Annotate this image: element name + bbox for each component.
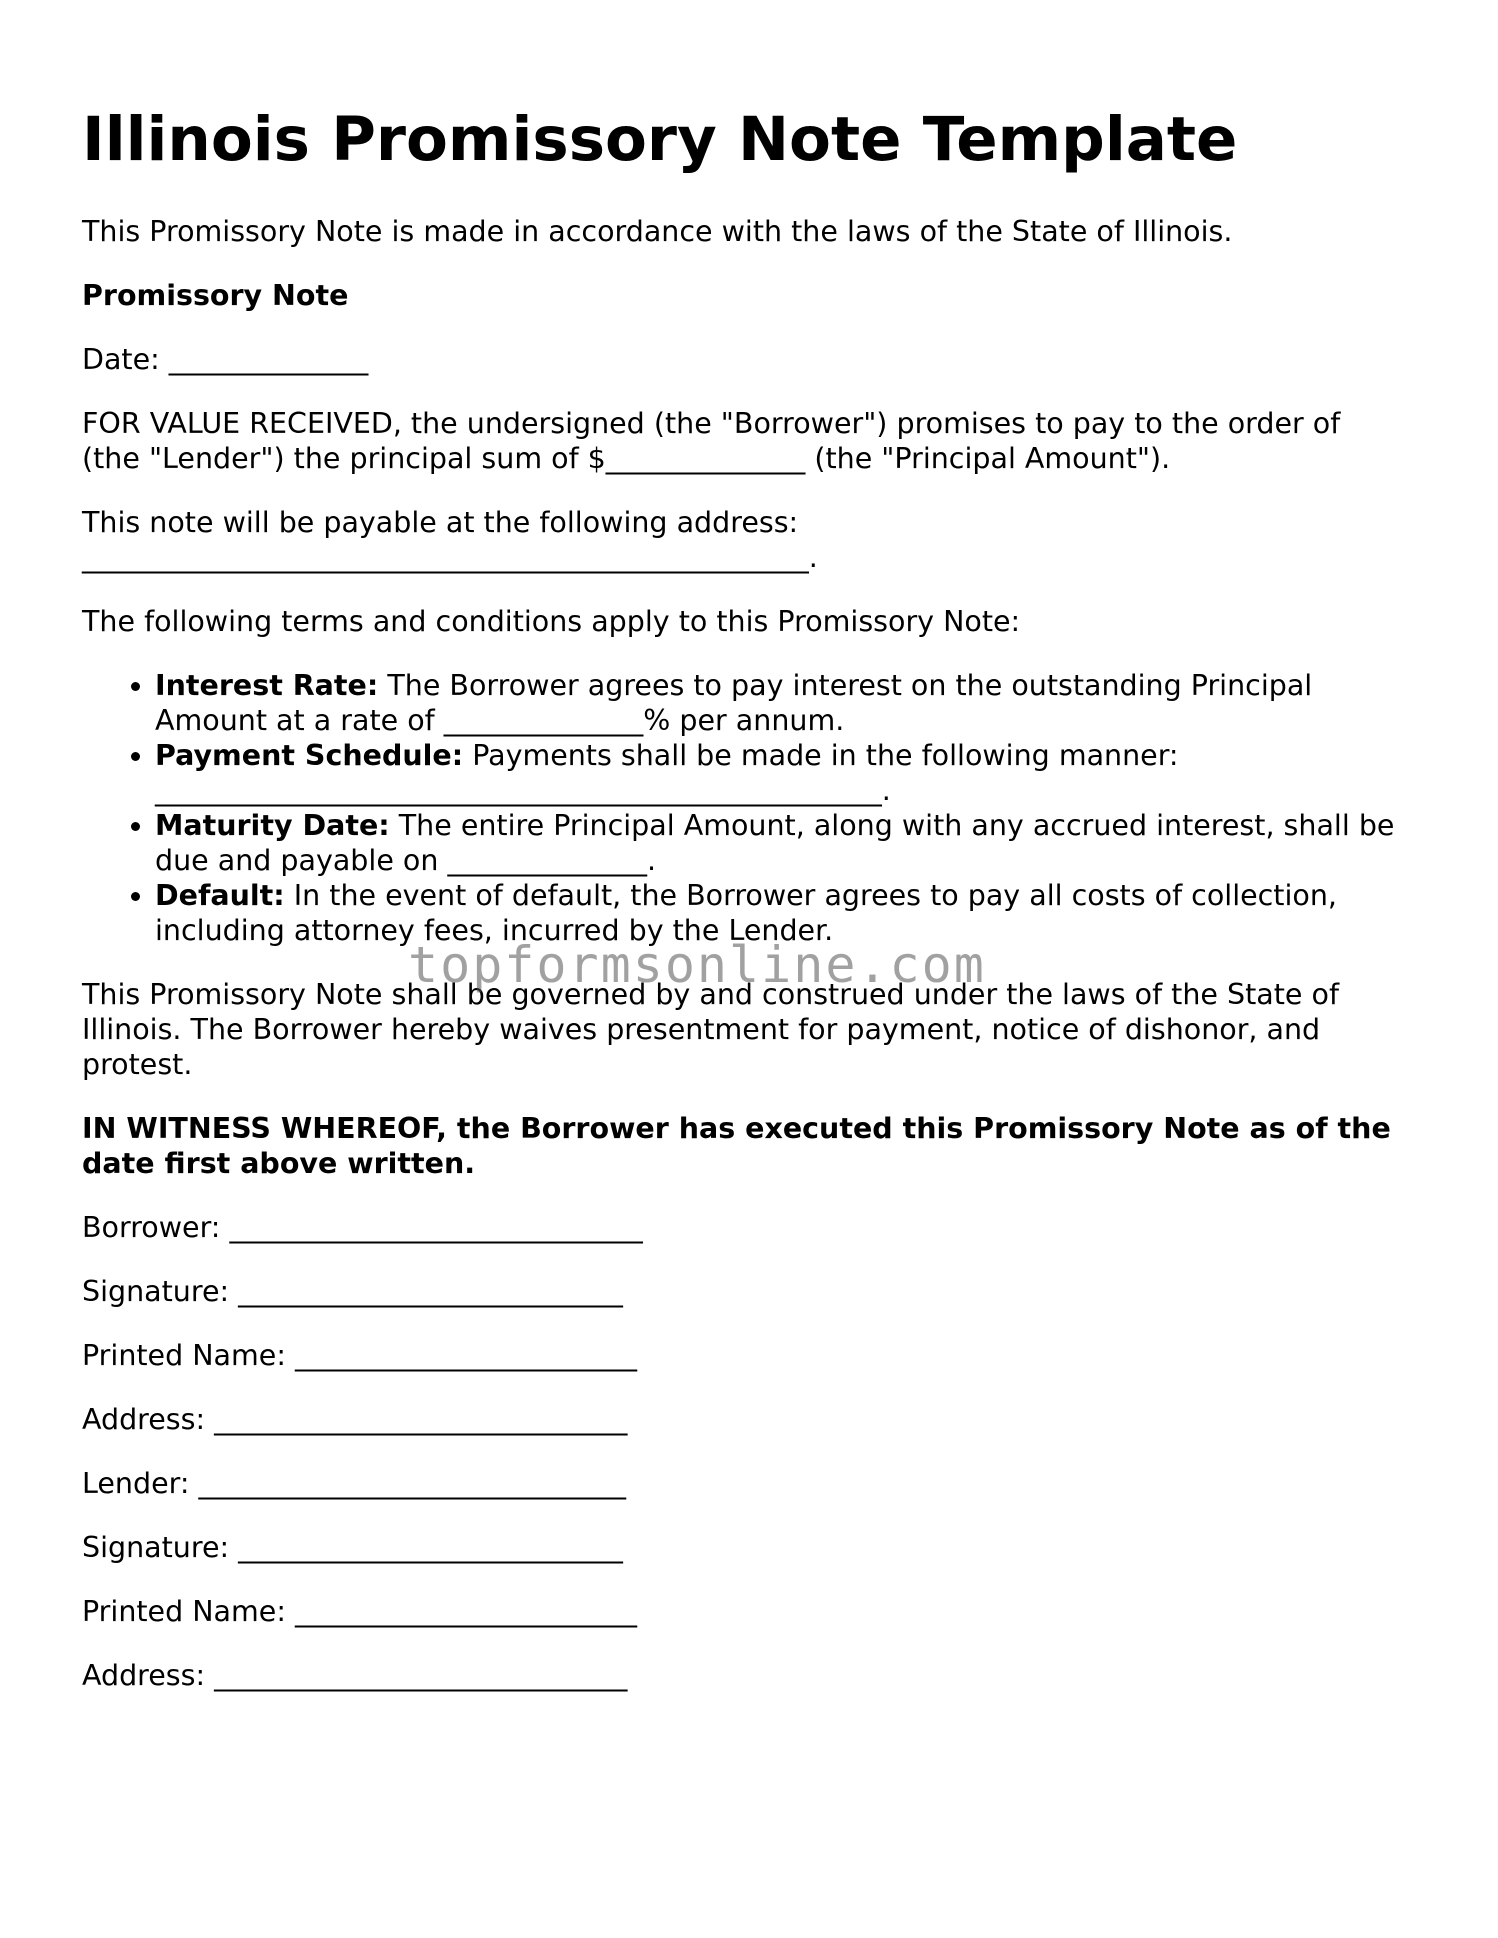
value-received-line-1: FOR VALUE RECEIVED, the undersigned (the "Borrower") promises to pay to the order of: [82, 407, 1341, 440]
document-page: [82, 100, 1412, 1722]
value-received-paragraph: [82, 406, 1412, 476]
borrower-line: Borrower: _____________________________: [82, 1211, 643, 1244]
governing-law-paragraph: This Promissory Note shall be governed by and construed under the laws of the State of Illinois. The Borrower hereby waives presentment for payment, notice of dishonor, and protest.: [82, 978, 1339, 1081]
lender-line: Lender: ______________________________: [82, 1467, 626, 1500]
signature-block: [82, 1210, 1412, 1693]
section-heading: Promissory Note: [82, 279, 349, 312]
intro-paragraph: This Promissory Note is made in accordance with the laws of the State of Illinois.: [82, 215, 1233, 248]
borrower-printed-name-line: Printed Name: ________________________: [82, 1339, 637, 1372]
payable-line-1: This note will be payable at the following address:: [82, 506, 799, 539]
term-label: Interest Rate:: [155, 669, 379, 702]
term-item-payment-schedule: [155, 738, 1412, 808]
term-item-default: [155, 878, 1412, 948]
lender-printed-name-line: Printed Name: ________________________: [82, 1595, 637, 1628]
payable-address-paragraph: [82, 505, 1412, 575]
term-text: The entire Principal Amount, along with any accrued interest, shall be due and payable on ______________.: [155, 809, 1395, 877]
payable-line-2: ___________________________________________________.: [82, 541, 818, 574]
terms-intro: The following terms and conditions apply to this Promissory Note:: [82, 605, 1021, 638]
lender-address-line: Address: _____________________________: [82, 1659, 628, 1692]
term-item-interest-rate: [155, 668, 1412, 738]
document-title: Illinois Promissory Note Template: [82, 104, 1238, 175]
date-line: Date: ______________: [82, 343, 369, 376]
term-text: The Borrower agrees to pay interest on the outstanding Principal Amount at a rate of ______________% per annum.: [155, 669, 1313, 737]
value-received-line-2: (the "Lender") the principal sum of $______________ (the "Principal Amount").: [82, 442, 1171, 475]
term-item-maturity-date: [155, 808, 1412, 878]
witness-paragraph: IN WITNESS WHEREOF, the Borrower has executed this Promissory Note as of the date first above written.: [82, 1112, 1391, 1180]
term-label: Payment Schedule:: [155, 739, 464, 772]
watermark: topformsonline.com: [408, 936, 986, 994]
borrower-address-line: Address: _____________________________: [82, 1403, 628, 1436]
term-label: Default:: [155, 879, 285, 912]
lender-signature-line: Signature: ___________________________: [82, 1531, 623, 1564]
term-text: Payments shall be made in the following manner: ___________________________________________________.: [155, 739, 1179, 807]
term-label: Maturity Date:: [155, 809, 390, 842]
terms-list: [82, 668, 1412, 948]
borrower-signature-line: Signature: ___________________________: [82, 1275, 623, 1308]
term-text: In the event of default, the Borrower agrees to pay all costs of collection, including attorney fees, incurred by the Lender.: [155, 879, 1337, 947]
